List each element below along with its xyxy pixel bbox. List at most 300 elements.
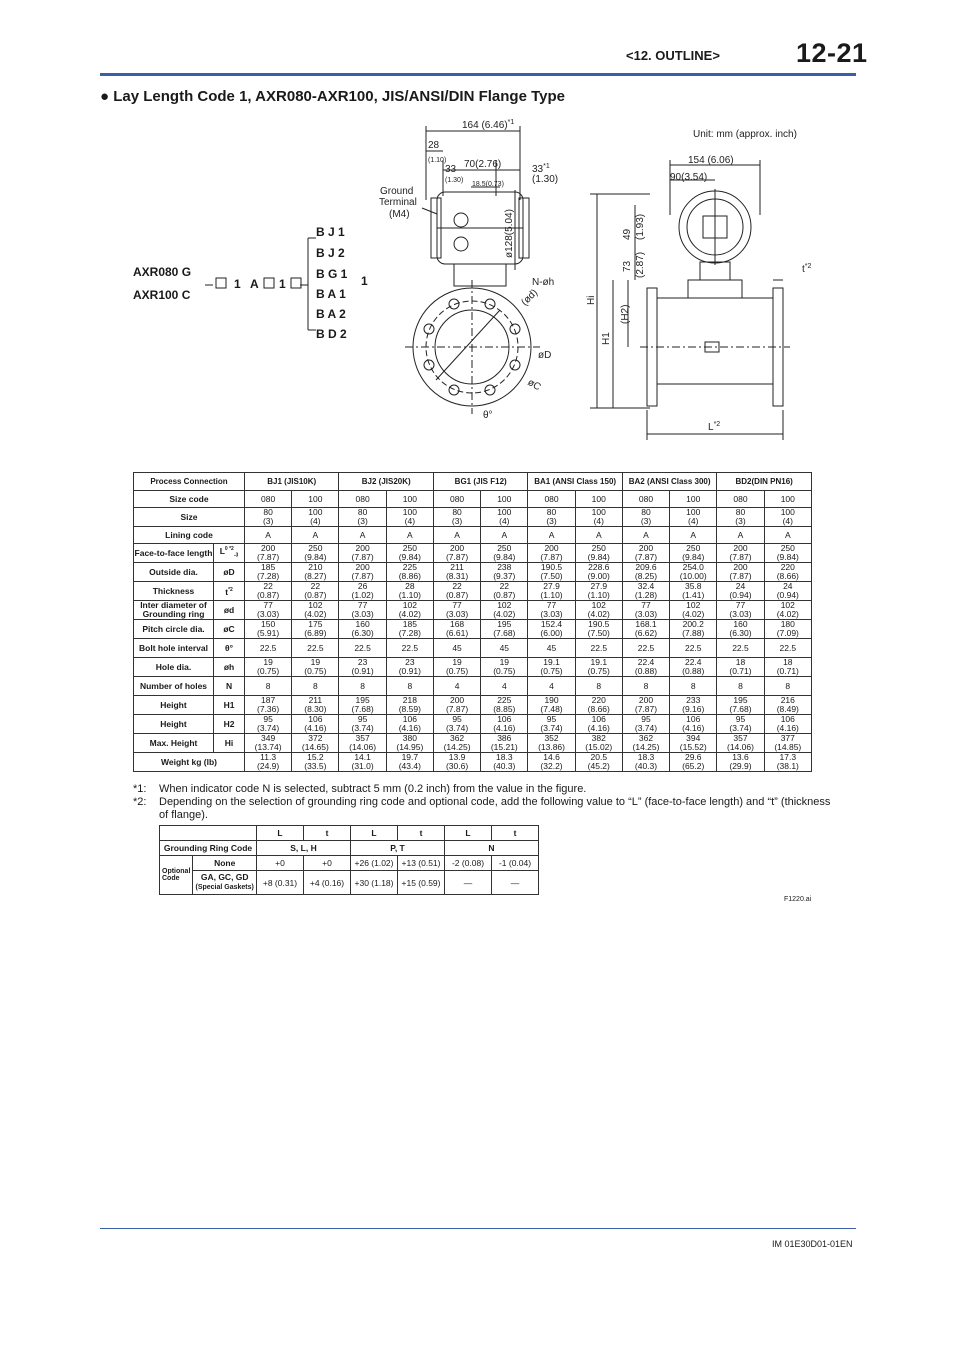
- table-cell: 8: [764, 677, 811, 696]
- opt-cell: -1 (0.04): [492, 856, 539, 871]
- table-cell: 22.4 (0.88): [670, 658, 717, 677]
- opt-row-none: [160, 856, 539, 871]
- table-cell: 100: [292, 491, 339, 508]
- table-cell: 24 (0.94): [764, 582, 811, 601]
- table-cell: 23 (0.91): [386, 658, 433, 677]
- table-row: [134, 544, 812, 563]
- table-cell: 102 (4.02): [764, 601, 811, 620]
- dim-33-inch: (1.30): [445, 177, 464, 184]
- note-1: *1: When indicator code N is selected, subtract 5 mm (0.2 inch) from the value in the figure.: [133, 783, 587, 795]
- table-row: [134, 491, 812, 508]
- table-cell: 19.1 (0.75): [528, 658, 575, 677]
- table-cell: 80 (3): [339, 508, 386, 527]
- table-cell: 362 (14.25): [433, 734, 480, 753]
- table-cell: 100 (4): [386, 508, 433, 527]
- table-cell: 14.1 (31.0): [339, 753, 386, 772]
- model-fixed-1: 1: [234, 277, 241, 291]
- table-cell: 160 (6.30): [339, 620, 386, 639]
- row-symbol: $L^{0 *2}_{-3}$: [214, 544, 245, 563]
- row-symbol: øC: [214, 620, 245, 639]
- table-cell: A: [481, 527, 528, 544]
- doc-number: IM 01E30D01-01EN: [772, 1239, 853, 1249]
- table-cell: 200 (7.87): [339, 563, 386, 582]
- label-od: (ød): [519, 287, 541, 309]
- dim-33b-inch: (1.30): [532, 174, 559, 185]
- dim-dia128: ø128(5.04): [504, 209, 515, 258]
- table-cell: 349 (13.74): [245, 734, 292, 753]
- dim-49-inch: (1.93): [635, 213, 646, 240]
- table-cell: 18.3 (40.3): [481, 753, 528, 772]
- table-cell: 080: [622, 491, 669, 508]
- row-symbol: ød: [214, 601, 245, 620]
- row-symbol: H2: [214, 715, 245, 734]
- table-cell: 19 (0.75): [433, 658, 480, 677]
- opt-cell: -2 (0.08): [445, 856, 492, 871]
- model-fixed-1b: 1: [279, 277, 286, 291]
- table-cell: A: [670, 527, 717, 544]
- table-cell: 233 (9.16): [670, 696, 717, 715]
- table-cell: 102 (4.02): [670, 601, 717, 620]
- table-cell: 13.9 (30.6): [433, 753, 480, 772]
- table-cell: A: [575, 527, 622, 544]
- header-rule: [100, 73, 856, 76]
- table-cell: A: [528, 527, 575, 544]
- table-cell: 27.9 (1.10): [575, 582, 622, 601]
- table-cell: 100 (4): [764, 508, 811, 527]
- model-suffix-1: 1: [361, 274, 368, 288]
- dim-70: 70(2.76): [464, 159, 502, 170]
- row-label: Max. Height: [134, 734, 214, 753]
- header-group: BD2(DIN PN16): [717, 473, 812, 491]
- table-cell: 220 (8.66): [575, 696, 622, 715]
- opt-head-row: [160, 826, 539, 841]
- table-cell: 22.5: [764, 639, 811, 658]
- dim-28: 28: [428, 140, 440, 151]
- table-cell: 17.3 (38.1): [764, 753, 811, 772]
- opt-cell: +30 (1.18): [351, 871, 398, 895]
- table-cell: 190.5 (7.50): [528, 563, 575, 582]
- table-cell: 394 (15.52): [670, 734, 717, 753]
- flange-code: B G 1: [316, 267, 348, 281]
- label-n-oh: N-øh: [532, 277, 555, 288]
- opt-col-head: t: [398, 826, 445, 841]
- dim-73-inch: (2.87): [635, 251, 646, 278]
- table-cell: 80 (3): [528, 508, 575, 527]
- opt-cell: +26 (1.02): [351, 856, 398, 871]
- table-cell: 22.5: [670, 639, 717, 658]
- table-cell: 254.0 (10.00): [670, 563, 717, 582]
- figure-heading: ● Lay Length Code 1, AXR080-AXR100, JIS/ANSI/DIN Flange Type: [100, 88, 565, 105]
- table-cell: 180 (7.09): [764, 620, 811, 639]
- table-cell: 102 (4.02): [386, 601, 433, 620]
- flange-code: B A 1: [316, 287, 346, 301]
- table-cell: 168 (6.61): [433, 620, 480, 639]
- table-cell: 150 (5.91): [245, 620, 292, 639]
- opt-col-head: L: [257, 826, 304, 841]
- row-label: Pitch circle dia.: [134, 620, 214, 639]
- table-cell: 8: [670, 677, 717, 696]
- table-cell: 250 (9.84): [575, 544, 622, 563]
- table-cell: 200 (7.87): [433, 544, 480, 563]
- table-cell: 187 (7.36): [245, 696, 292, 715]
- table-cell: 28 (1.10): [386, 582, 433, 601]
- model-axr100: AXR100 C: [133, 288, 191, 302]
- outline-drawing: [0, 110, 954, 450]
- ground-terminal-2: Terminal: [379, 197, 417, 208]
- opt-cell: +13 (0.51): [398, 856, 445, 871]
- label-oD: øD: [538, 350, 552, 361]
- header-group: BG1 (JIS F12): [433, 473, 527, 491]
- model-axr080: AXR080 G: [133, 265, 192, 279]
- table-cell: 106 (4.16): [670, 715, 717, 734]
- table-cell: 19 (0.75): [292, 658, 339, 677]
- table-cell: 77 (3.03): [528, 601, 575, 620]
- table-cell: 200 (7.87): [622, 696, 669, 715]
- table-cell: A: [245, 527, 292, 544]
- table-cell: 22.5: [386, 639, 433, 658]
- header-group: BJ2 (JIS20K): [339, 473, 433, 491]
- row-label: Face-to-face length: [134, 544, 214, 563]
- dimension-table: [133, 472, 812, 772]
- table-cell: 357 (14.06): [717, 734, 764, 753]
- table-cell: 24 (0.94): [717, 582, 764, 601]
- table-cell: 22.5: [622, 639, 669, 658]
- flange-code: B A 2: [316, 307, 346, 321]
- table-cell: 250 (9.84): [670, 544, 717, 563]
- table-row: [134, 734, 812, 753]
- table-cell: 382 (15.02): [575, 734, 622, 753]
- table-cell: 238 (9.37): [481, 563, 528, 582]
- table-cell: 152.4 (6.00): [528, 620, 575, 639]
- table-cell: 250 (9.84): [481, 544, 528, 563]
- table-cell: 18 (0.71): [717, 658, 764, 677]
- opt-row-gaskets: [160, 871, 539, 895]
- row-label: Outside dia.: [134, 563, 214, 582]
- option-table: [159, 825, 539, 895]
- table-cell: 80 (3): [245, 508, 292, 527]
- header-process-connection: Process Connection: [134, 473, 245, 491]
- table-cell: 100 (4): [575, 508, 622, 527]
- row-symbol: øh: [214, 658, 245, 677]
- table-cell: 195 (7.68): [339, 696, 386, 715]
- table-cell: 19.1 (0.75): [575, 658, 622, 677]
- row-label: Thickness: [134, 582, 214, 601]
- dim-90: 90(3.54): [670, 172, 708, 183]
- table-cell: 8: [245, 677, 292, 696]
- table-header-row: [134, 473, 812, 491]
- table-cell: 185 (7.28): [245, 563, 292, 582]
- table-cell: 77 (3.03): [717, 601, 764, 620]
- table-cell: 352 (13.86): [528, 734, 575, 753]
- label-oC: øC: [525, 377, 543, 394]
- table-cell: 8: [339, 677, 386, 696]
- table-row: [134, 715, 812, 734]
- dim-33: 33: [445, 164, 457, 175]
- table-cell: 080: [717, 491, 764, 508]
- table-cell: 27.9 (1.10): [528, 582, 575, 601]
- table-cell: 380 (14.95): [386, 734, 433, 753]
- table-cell: 45: [528, 639, 575, 658]
- table-cell: 200.2 (7.88): [670, 620, 717, 639]
- file-id: F1220.ai: [784, 896, 812, 903]
- table-cell: 26 (1.02): [339, 582, 386, 601]
- table-cell: 8: [717, 677, 764, 696]
- table-cell: 4: [528, 677, 575, 696]
- row-symbol: Hi: [214, 734, 245, 753]
- table-cell: 106 (4.16): [481, 715, 528, 734]
- table-cell: 185 (7.28): [386, 620, 433, 639]
- row-label: Size: [134, 508, 245, 527]
- table-cell: 22.4 (0.88): [622, 658, 669, 677]
- table-row: [134, 696, 812, 715]
- opt-cell: —: [445, 871, 492, 895]
- row-label: Height: [134, 715, 214, 734]
- opt-row-label: GA, GC, GD (Special Gaskets): [193, 871, 257, 895]
- table-cell: 080: [433, 491, 480, 508]
- header-group: BA2 (ANSI Class 300): [622, 473, 716, 491]
- body-top: [688, 280, 742, 298]
- opt-col-head: L: [445, 826, 492, 841]
- table-cell: 200 (7.87): [622, 544, 669, 563]
- opt-col-head: t: [492, 826, 539, 841]
- table-cell: 100: [481, 491, 528, 508]
- table-cell: 200 (7.87): [339, 544, 386, 563]
- table-cell: 200 (7.87): [717, 563, 764, 582]
- table-cell: 32.4 (1.28): [622, 582, 669, 601]
- label-hi: Hi: [586, 295, 597, 305]
- table-cell: 102 (4.02): [575, 601, 622, 620]
- ground-terminal-3: (M4): [389, 209, 410, 220]
- table-cell: 175 (6.89): [292, 620, 339, 639]
- table-cell: 22 (0.87): [433, 582, 480, 601]
- table-cell: 377 (14.85): [764, 734, 811, 753]
- row-label: Inter diameter of Grounding ring: [134, 601, 214, 620]
- opt-ground-group: P, T: [351, 841, 445, 856]
- dim-18-5: 18.5(0.73): [472, 181, 504, 188]
- label-theta: θ°: [483, 410, 493, 421]
- notes: [133, 783, 833, 822]
- table-cell: 100: [670, 491, 717, 508]
- table-cell: 195 (7.68): [717, 696, 764, 715]
- dim-73: 73: [622, 260, 633, 272]
- table-cell: 225 (8.85): [481, 696, 528, 715]
- table-cell: A: [764, 527, 811, 544]
- label-t: $t^{*2}$: [802, 263, 812, 275]
- table-cell: 95 (3.74): [245, 715, 292, 734]
- opt-ground-group: S, L, H: [257, 841, 351, 856]
- table-cell: 23 (0.91): [339, 658, 386, 677]
- table-cell: 22 (0.87): [245, 582, 292, 601]
- table-cell: 225 (8.86): [386, 563, 433, 582]
- opt-cell: +0: [304, 856, 351, 871]
- table-cell: 200 (7.87): [717, 544, 764, 563]
- table-cell: 100: [575, 491, 622, 508]
- table-cell: 14.6 (32.2): [528, 753, 575, 772]
- table-cell: 250 (9.84): [386, 544, 433, 563]
- table-cell: 77 (3.03): [622, 601, 669, 620]
- table-cell: 18 (0.71): [764, 658, 811, 677]
- row-label: Height: [134, 696, 214, 715]
- table-cell: 45: [481, 639, 528, 658]
- table-cell: A: [292, 527, 339, 544]
- table-cell: A: [717, 527, 764, 544]
- opt-cell: +15 (0.59): [398, 871, 445, 895]
- row-label: Weight kg (lb): [134, 753, 245, 772]
- table-cell: A: [386, 527, 433, 544]
- table-cell: 102 (4.02): [481, 601, 528, 620]
- dim-33b: 33$^{*1}$: [532, 163, 550, 175]
- note-2: *2: Depending on the selection of grounding ring code and optional code, add the following value to “L” (face-to-face length) and “t” (thickness of flange).: [133, 796, 831, 821]
- table-cell: 106 (4.16): [292, 715, 339, 734]
- row-label: Number of holes: [134, 677, 214, 696]
- dim-164: 164 $(6.46)^{*1}$: [462, 119, 515, 131]
- row-label: Hole dia.: [134, 658, 214, 677]
- table-cell: 18.3 (40.3): [622, 753, 669, 772]
- flange-code: B J 1: [316, 225, 345, 239]
- table-row: [134, 563, 812, 582]
- table-cell: 22.5: [339, 639, 386, 658]
- opt-ground-row: [160, 841, 539, 856]
- flange-code: B J 2: [316, 246, 345, 260]
- table-cell: 100 (4): [481, 508, 528, 527]
- table-cell: 200 (7.87): [528, 544, 575, 563]
- table-cell: 20.5 (45.2): [575, 753, 622, 772]
- table-cell: 080: [245, 491, 292, 508]
- row-symbol: H1: [214, 696, 245, 715]
- footer-rule: [100, 1228, 856, 1229]
- label-h2: (H2): [620, 304, 631, 324]
- table-cell: 77 (3.03): [433, 601, 480, 620]
- table-row: [134, 677, 812, 696]
- cable-entry-icon: [454, 213, 468, 227]
- table-cell: 357 (14.06): [339, 734, 386, 753]
- table-cell: 209.6 (8.25): [622, 563, 669, 582]
- ground-terminal-1: Ground: [380, 186, 414, 197]
- table-cell: 250 (9.84): [292, 544, 339, 563]
- table-cell: 200 (7.87): [245, 544, 292, 563]
- table-cell: 8: [622, 677, 669, 696]
- table-cell: 100 (4): [292, 508, 339, 527]
- opt-col-head: t: [304, 826, 351, 841]
- table-cell: 080: [528, 491, 575, 508]
- table-row: [134, 601, 812, 620]
- cable-entry-icon: [454, 237, 468, 251]
- table-cell: 22.5: [245, 639, 292, 658]
- table-cell: 106 (4.16): [575, 715, 622, 734]
- table-row: [134, 639, 812, 658]
- table-cell: 11.3 (24.9): [245, 753, 292, 772]
- table-cell: 4: [433, 677, 480, 696]
- table-cell: 13.6 (29.9): [717, 753, 764, 772]
- dim-28-inch: (1.10): [428, 157, 447, 164]
- dim-49: 49: [622, 228, 633, 240]
- row-symbol: θ°: [214, 639, 245, 658]
- table-cell: 386 (15.21): [481, 734, 528, 753]
- table-cell: 250 (9.84): [764, 544, 811, 563]
- opt-cell: +0: [257, 856, 304, 871]
- opt-ground-group: N: [445, 841, 539, 856]
- table-cell: A: [433, 527, 480, 544]
- table-cell: 77 (3.03): [245, 601, 292, 620]
- table-cell: 8: [575, 677, 622, 696]
- header-group: BJ1 (JIS10K): [245, 473, 339, 491]
- table-cell: 190.5 (7.50): [575, 620, 622, 639]
- table-row: [134, 753, 812, 772]
- page-number: 12-21: [796, 38, 868, 68]
- unit-note: Unit: mm (approx. inch): [693, 129, 797, 140]
- table-row: [134, 658, 812, 677]
- table-cell: 80 (3): [622, 508, 669, 527]
- table-cell: 218 (8.59): [386, 696, 433, 715]
- table-row: [134, 527, 812, 544]
- table-cell: 190 (7.48): [528, 696, 575, 715]
- row-label: Lining code: [134, 527, 245, 544]
- table-cell: 77 (3.03): [339, 601, 386, 620]
- detector-body: [657, 298, 773, 384]
- table-cell: 80 (3): [717, 508, 764, 527]
- dim-154: 154 (6.06): [688, 155, 734, 166]
- table-cell: 100 (4): [670, 508, 717, 527]
- table-row: [134, 508, 812, 527]
- table-cell: 100: [386, 491, 433, 508]
- table-cell: 372 (14.65): [292, 734, 339, 753]
- table-cell: 22.5: [292, 639, 339, 658]
- table-cell: 211 (8.31): [433, 563, 480, 582]
- table-cell: 106 (4.16): [764, 715, 811, 734]
- table-cell: A: [339, 527, 386, 544]
- opt-cell: —: [492, 871, 539, 895]
- opt-cell: +4 (0.16): [304, 871, 351, 895]
- table-cell: 19 (0.75): [481, 658, 528, 677]
- table-cell: 29.6 (65.2): [670, 753, 717, 772]
- table-cell: 160 (6.30): [717, 620, 764, 639]
- table-cell: 168.1 (6.62): [622, 620, 669, 639]
- table-cell: 216 (8.49): [764, 696, 811, 715]
- table-row: [134, 620, 812, 639]
- table-cell: 22.5: [575, 639, 622, 658]
- row-symbol: N: [214, 677, 245, 696]
- opt-cell: +8 (0.31): [257, 871, 304, 895]
- table-cell: 19 (0.75): [245, 658, 292, 677]
- table-cell: 22 (0.87): [481, 582, 528, 601]
- table-cell: 95 (3.74): [433, 715, 480, 734]
- table-cell: 211 (8.30): [292, 696, 339, 715]
- table-cell: 95 (3.74): [339, 715, 386, 734]
- flange-code: B D 2: [316, 327, 347, 341]
- table-cell: 106 (4.16): [386, 715, 433, 734]
- section-title: <12. OUTLINE>: [626, 48, 720, 63]
- table-row: [134, 582, 812, 601]
- header-group: BA1 (ANSI Class 150): [528, 473, 622, 491]
- table-cell: 102 (4.02): [292, 601, 339, 620]
- table-cell: 362 (14.25): [622, 734, 669, 753]
- row-symbol: øD: [214, 563, 245, 582]
- table-cell: 95 (3.74): [528, 715, 575, 734]
- row-label: Size code: [134, 491, 245, 508]
- table-cell: 228.6 (9.00): [575, 563, 622, 582]
- model-fixed-a: A: [250, 277, 259, 291]
- table-cell: A: [622, 527, 669, 544]
- table-cell: 80 (3): [433, 508, 480, 527]
- table-cell: 080: [339, 491, 386, 508]
- neck: [454, 264, 506, 286]
- table-cell: 100: [764, 491, 811, 508]
- row-label: Bolt hole interval: [134, 639, 214, 658]
- table-cell: 45: [433, 639, 480, 658]
- table-cell: 95 (3.74): [622, 715, 669, 734]
- table-cell: 95 (3.74): [717, 715, 764, 734]
- opt-row-label: None: [193, 856, 257, 871]
